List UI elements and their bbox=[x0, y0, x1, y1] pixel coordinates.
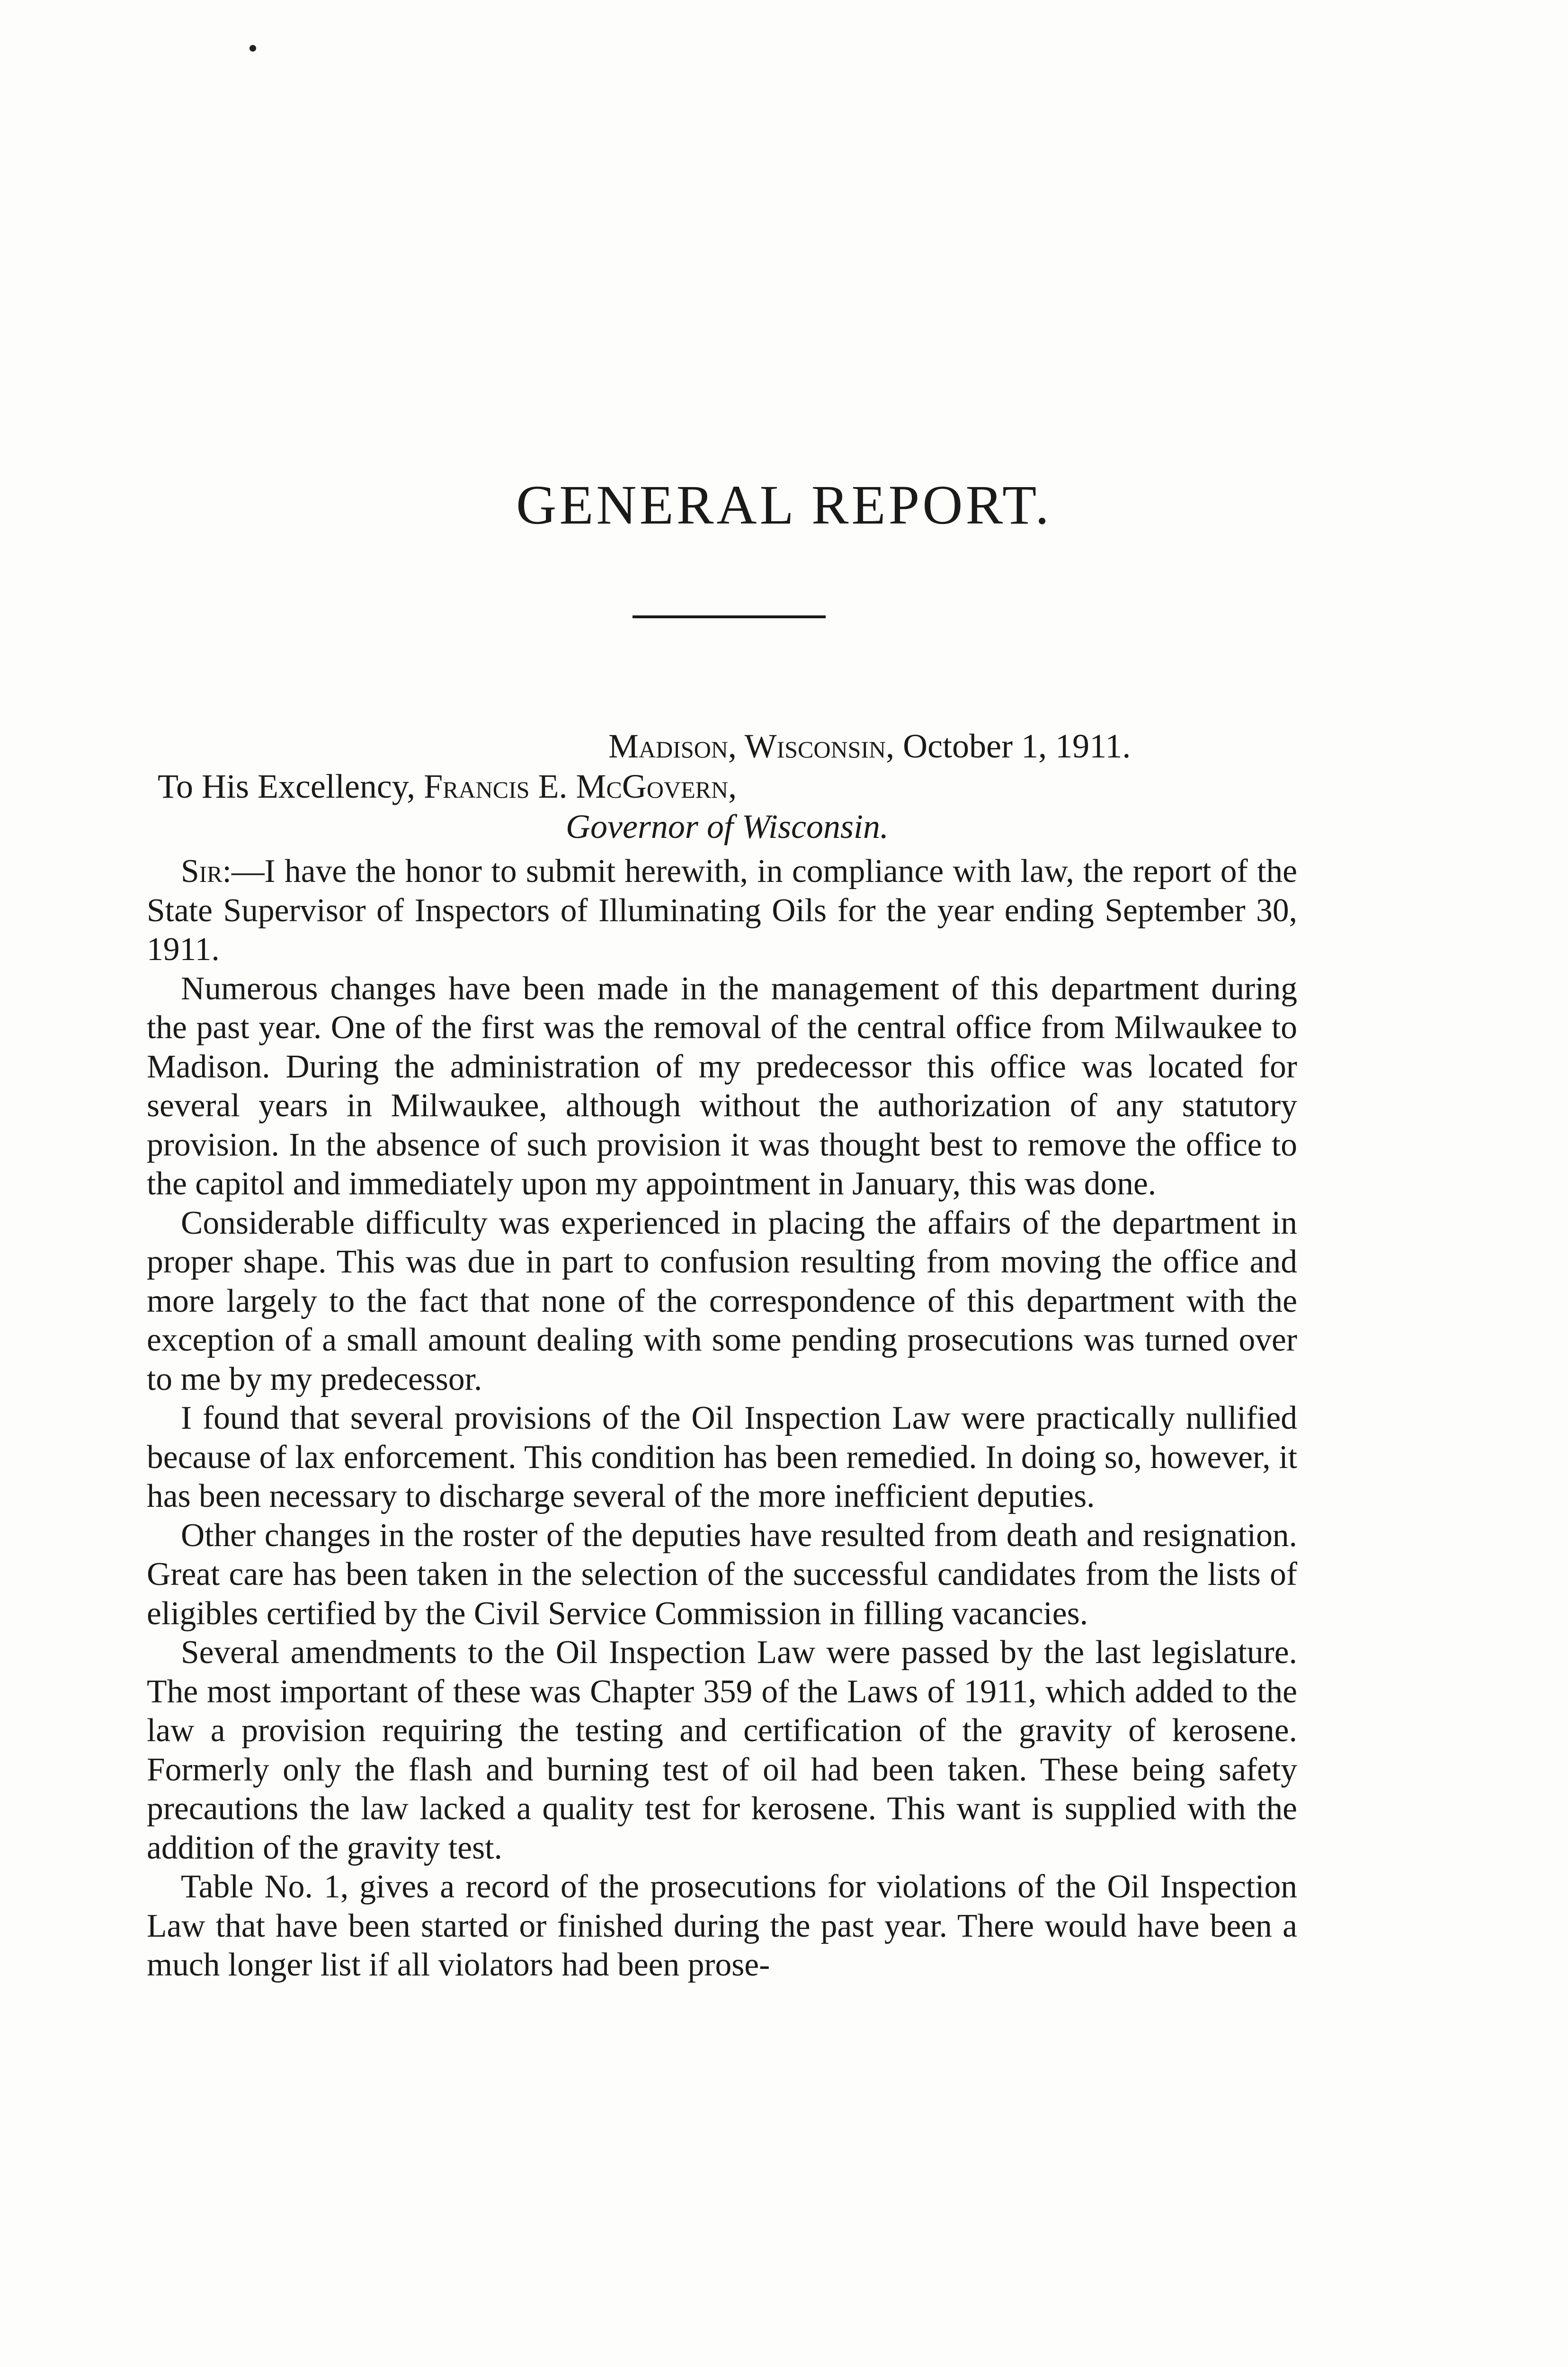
salutation: Sir: bbox=[181, 853, 232, 890]
addressee-name: Francis E. McGovern, bbox=[424, 767, 737, 805]
title-rule bbox=[633, 615, 826, 618]
paragraph-5: Other changes in the roster of the deputies have resulted from death and resignation. Great care has been taken in the selection of the successful candidates from the lists of eligibles certified by the Civil Service Commission in filling vacancies. bbox=[147, 1517, 1297, 1632]
addressee-line bbox=[158, 767, 737, 806]
paragraph-1 bbox=[147, 852, 1297, 970]
addressee-office: Governor of Wisconsin. bbox=[566, 808, 889, 845]
report-title: GENERAL REPORT. bbox=[516, 474, 1052, 536]
paragraph-1-text: —I have the honor to submit herewith, in compliance with law, the report of the State Supervisor of Inspectors of Illuminating Oils for the year ending September 30, 1911. bbox=[147, 853, 1297, 968]
dateline-place: Madison, Wisconsin, bbox=[608, 727, 895, 765]
paragraph-2: Numerous changes have been made in the management of this department during the past year. One of the first was the removal of the central office from Milwaukee to Madison. During the administration of my predecessor this office was located for several years in Milwaukee, although without the authorization of any statutory provision. In the absence of such provision it was thought best to remove the office to the capitol and immediately upon my appointment in January, this was done. bbox=[147, 970, 1297, 1202]
dateline-date: October 1, 1911. bbox=[903, 727, 1131, 765]
paragraph-4: I found that several provisions of the Oil Inspection Law were practically nullified because of lax enforcement. This condition has been remedied. In doing so, however, it has been necessary to discharge several of the more inefficient deputies. bbox=[147, 1400, 1297, 1514]
ink-speck bbox=[249, 45, 256, 52]
paragraph-7: Table No. 1, gives a record of the prosecutions for violations of the Oil Inspection Law that have been started or finished during the past year. There would have been a much longer list if all violators had been prose- bbox=[147, 1869, 1297, 1983]
addressee-prefix: To His Excellency, bbox=[158, 767, 416, 805]
paragraph-6: Several amendments to the Oil Inspection Law were passed by the last legislature. The most important of these was Chapter 359 of the Laws of 1911, which added to the law a provision requiring the testing and certification of the gravity of kerosene. Formerly only the flash and burning test of oil had been taken. These being safety precautions the law lacked a quality test for kerosene. This want is supplied with the addition of the gravity test. bbox=[147, 1634, 1297, 1866]
paragraph-3: Considerable difficulty was experienced in placing the affairs of the department in proper shape. This was due in part to confusion resulting from moving the office and more largely to the fact that none of the correspondence of this department with the exception of a small amount dealing with some pending prosecutions was turned over to me by my predecessor. bbox=[147, 1204, 1297, 1397]
report-body bbox=[147, 852, 1297, 1985]
dateline bbox=[608, 727, 1131, 766]
